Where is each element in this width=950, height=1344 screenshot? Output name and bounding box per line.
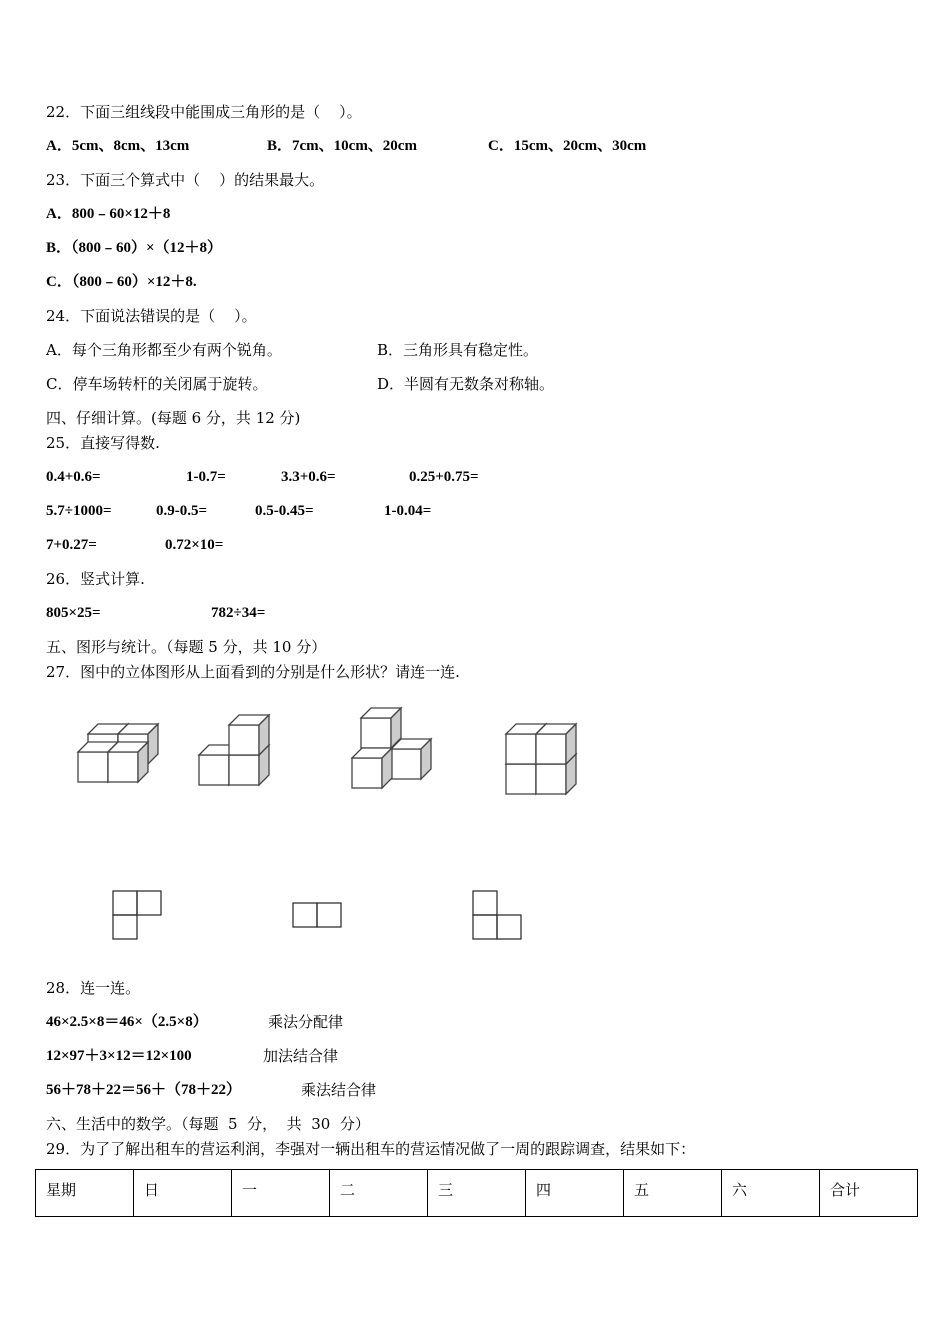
q23-option-c: C．（800﹣60）×12＋8. [46, 274, 197, 290]
solid-figure-1 [78, 724, 158, 782]
table-cell: 二 [330, 1170, 428, 1217]
q28-equation-1: 46×2.5×8＝46×（2.5×8） [46, 1014, 208, 1030]
solid-figure-4 [506, 724, 576, 794]
q24-stem: 24．下面说法错误的是（ ）。 [46, 307, 257, 325]
q25-stem: 25．直接写得数. [46, 434, 160, 452]
q22-option-a: A．5cm、8cm、13cm [46, 138, 190, 154]
solid-figure-2 [199, 715, 269, 785]
q29-table [35, 1169, 918, 1217]
top-view-1 [113, 891, 161, 939]
q28-equation-3: 56＋78＋22＝56＋（78＋22） [46, 1082, 242, 1098]
table-row [36, 1170, 918, 1217]
q28-law-2: 加法结合律 [263, 1047, 339, 1065]
q22-stem: 22．下面三组线段中能围成三角形的是（ ）。 [46, 103, 362, 121]
q22-option-c: C．15cm、20cm、30cm [488, 138, 647, 154]
q23-stem: 23．下面三个算式中（ ）的结果最大。 [46, 171, 325, 189]
table-cell: 五 [624, 1170, 722, 1217]
table-cell: 星期 [36, 1170, 134, 1217]
section4-title: 四、仔细计算。(每题 6 分，共 12 分) [46, 409, 301, 427]
top-view-2 [293, 903, 341, 927]
q25-r1-c1: 0.4+0.6= [46, 469, 101, 485]
q25-r1-c2: 1-0.7= [186, 469, 226, 485]
q26-item-1: 805×25= [46, 605, 101, 621]
q23-option-a: A．800﹣60×12＋8 [46, 206, 171, 222]
section5-title: 五、图形与统计。（每题 5 分，共 10 分） [46, 638, 327, 656]
q25-r2-c4: 1-0.04= [384, 503, 432, 519]
q27-stem: 27．图中的立体图形从上面看到的分别是什么形状？请连一连. [46, 663, 460, 681]
q29-stem: 29．为了了解出租车的营运利润，李强对一辆出租车的营运情况做了一周的跟踪调查，结果如下： [46, 1140, 696, 1158]
q25-r3-c1: 7+0.27= [46, 537, 97, 553]
q28-equation-2: 12×97＋3×12＝12×100 [46, 1048, 192, 1064]
table-cell: 四 [526, 1170, 624, 1217]
q25-r2-c1: 5.7÷1000= [46, 503, 112, 519]
q25-r2-c3: 0.5-0.45= [255, 503, 314, 519]
table-cell: 三 [428, 1170, 526, 1217]
q25-r3-c2: 0.72×10= [165, 537, 224, 553]
table-cell: 合计 [820, 1170, 918, 1217]
section6-title: 六、生活中的数学。（每题 5 分， 共 30 分） [46, 1115, 370, 1133]
q25-r1-c4: 0.25+0.75= [409, 469, 479, 485]
table-cell: 日 [134, 1170, 232, 1217]
q26-stem: 26．竖式计算. [46, 570, 145, 588]
q25-r2-c2: 0.9-0.5= [156, 503, 208, 519]
q28-law-1: 乘法分配律 [268, 1013, 344, 1031]
q25-r1-c3: 3.3+0.6= [281, 469, 336, 485]
solid-figure-3 [352, 708, 431, 788]
q28-law-3: 乘法结合律 [301, 1081, 377, 1099]
q24-option-b: B．三角形具有稳定性。 [377, 341, 539, 359]
table-cell: 一 [232, 1170, 330, 1217]
q22-option-b: B．7cm、10cm、20cm [267, 138, 417, 154]
table-cell: 六 [722, 1170, 820, 1217]
q28-stem: 28．连一连。 [46, 979, 141, 997]
q24-option-d: D．半圆有无数条对称轴。 [377, 375, 555, 393]
q24-option-c: C．停车场转杆的关闭属于旋转。 [46, 375, 268, 393]
q23-option-b: B．（800﹣60）×（12＋8） [46, 240, 223, 256]
q24-option-a: A．每个三角形都至少有两个锐角。 [46, 341, 282, 359]
q26-item-2: 782÷34= [211, 605, 266, 621]
top-view-3 [473, 891, 521, 939]
